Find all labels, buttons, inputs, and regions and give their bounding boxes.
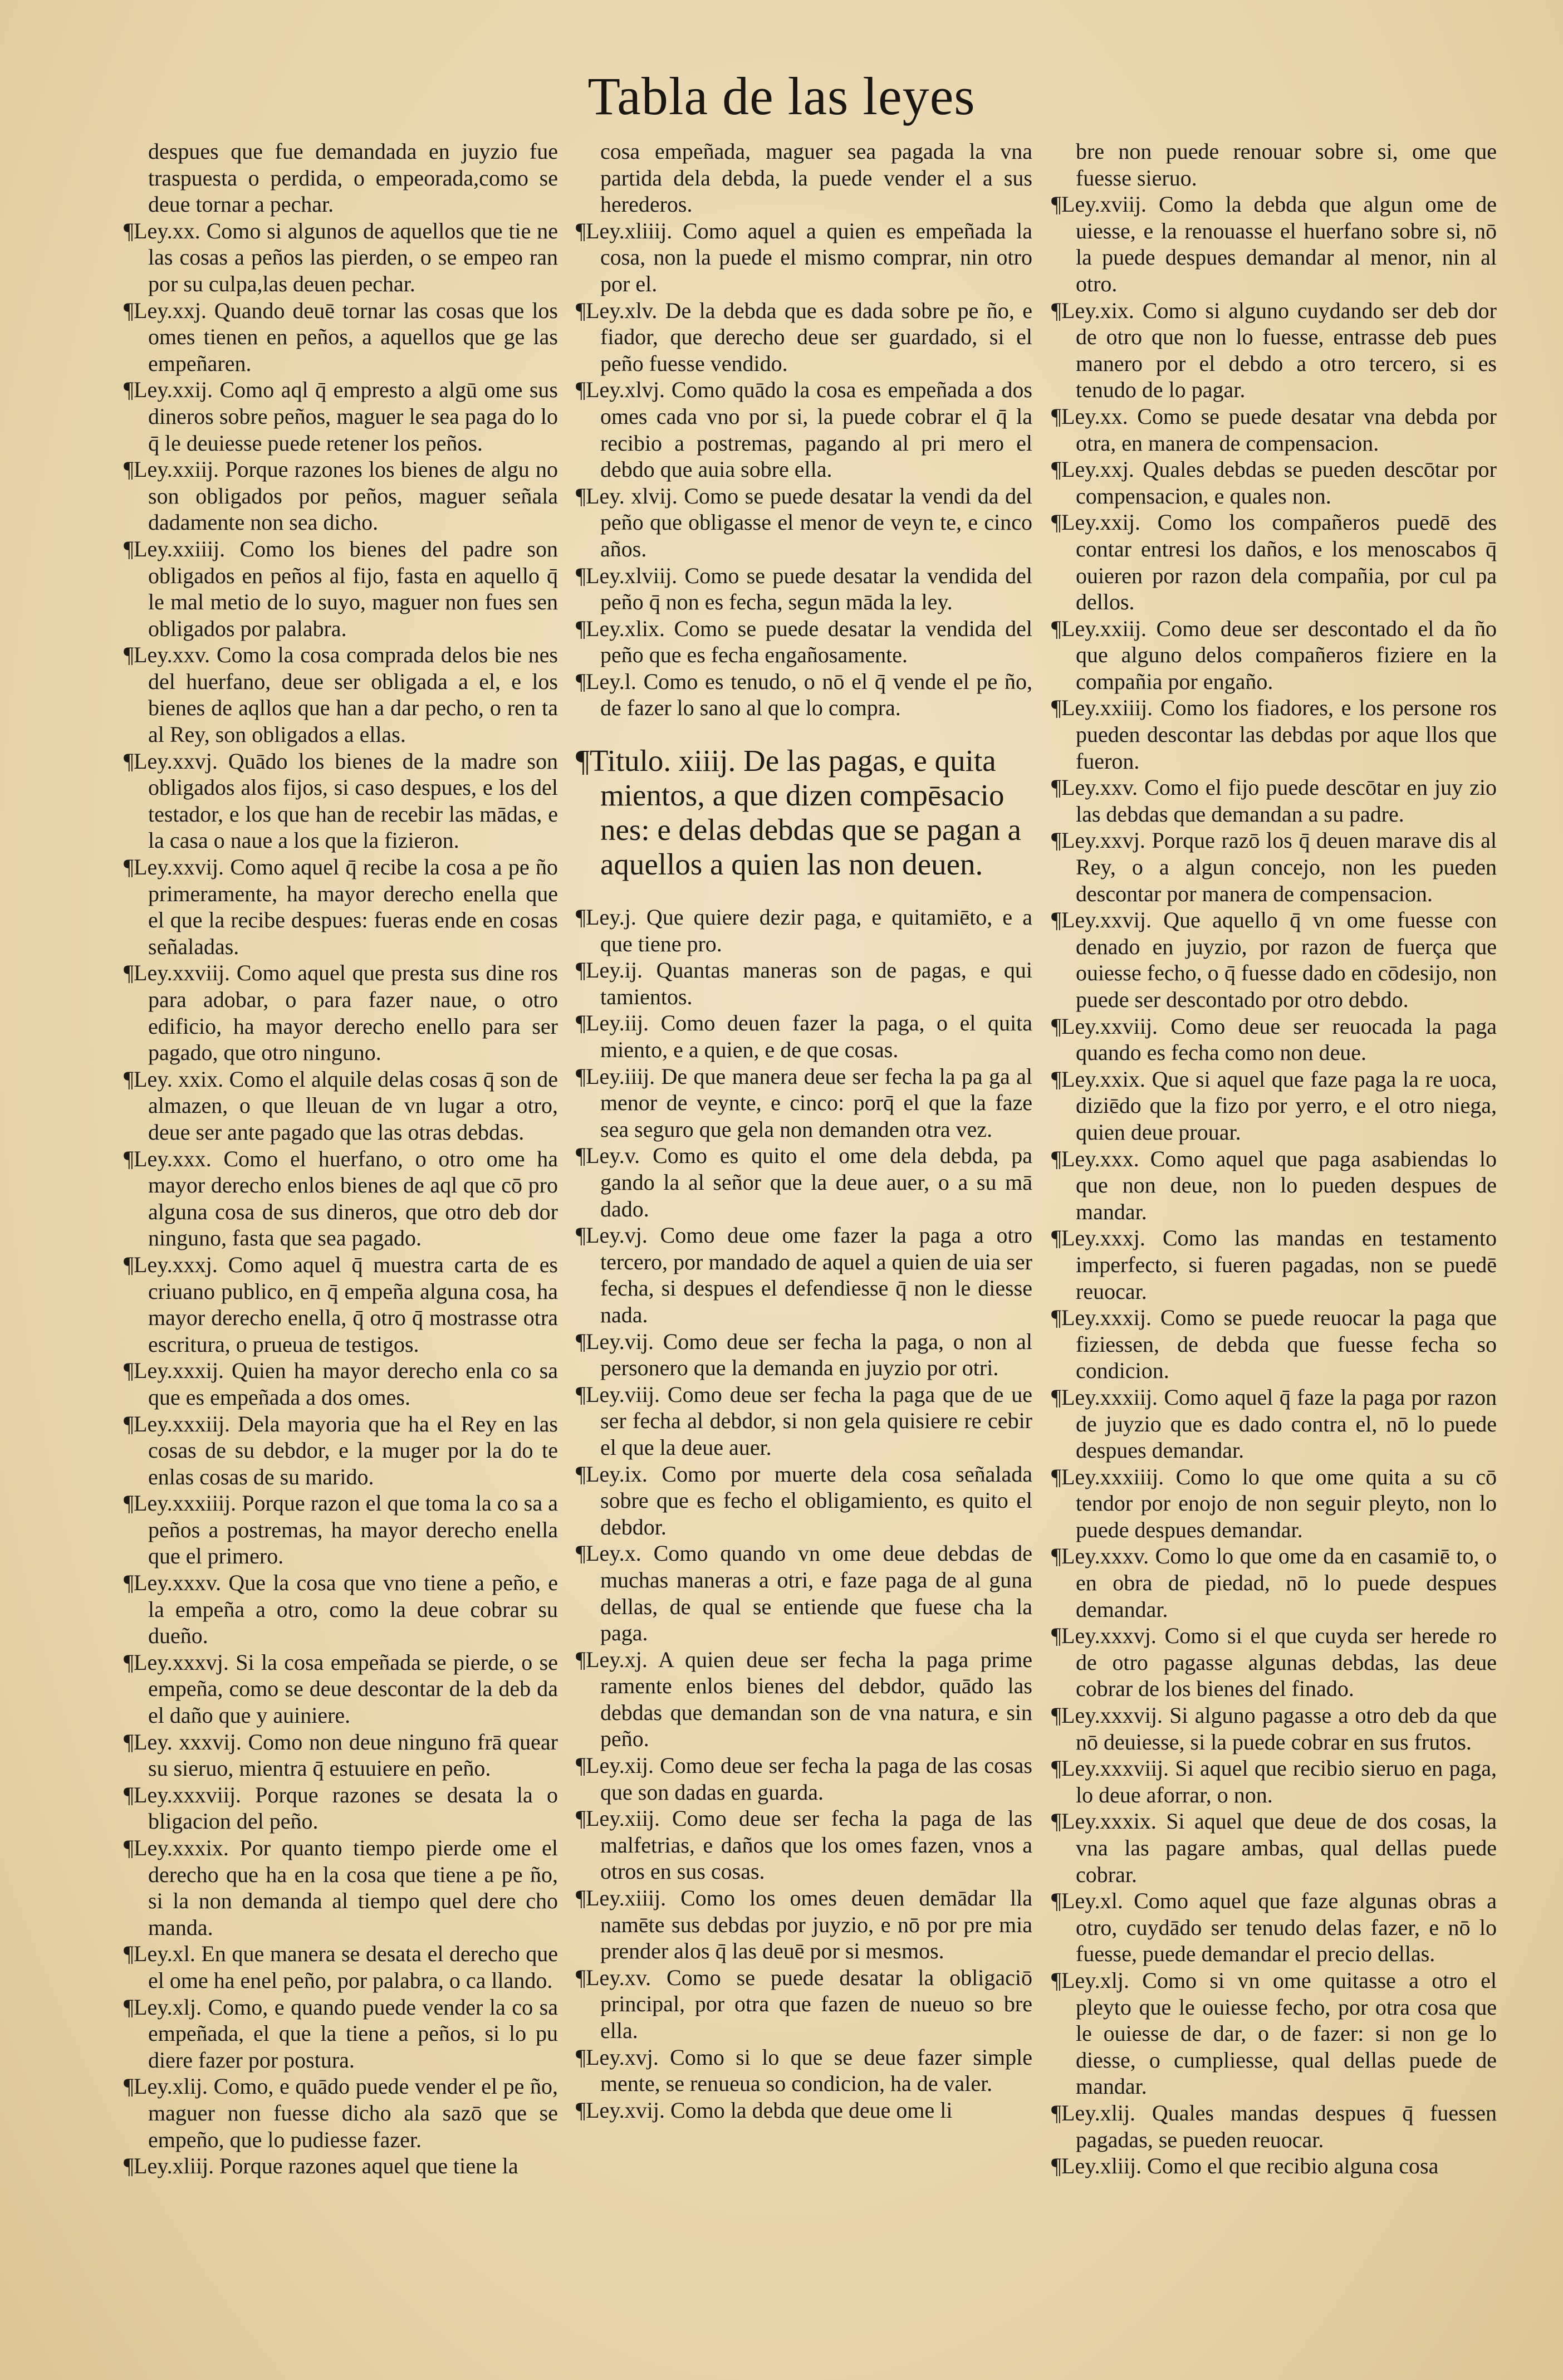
index-entry: ¶Ley.xliij. Porque razones aquel que tiene la <box>124 2153 518 2179</box>
index-entry: ¶Ley.xiij. Como deue ser fecha la paga de las malfetrias, e daños que los omes fazen, vnos a otros en sus cosas. <box>576 1806 1032 1884</box>
section-heading: ¶Titulo. xiiij. De las pagas, e quita mientos, a que dizen compēsacio nes: e delas debdas que se pagan a aquellos a quien las non deuen. <box>576 744 1021 882</box>
index-entry: ¶Ley.xxxviij. Porque razones se desata la o bligacion del peño. <box>124 1782 558 1834</box>
index-entry: ¶Ley.xliij. Como el que recibio alguna cosa <box>1051 2153 1439 2179</box>
index-entry: ¶Ley.xxvij. Como aquel q̄ recibe la cosa a pe ño primeramente, ha mayor derecho enella que el que la recibe despues: fueras ende en cosas señaladas. <box>124 854 558 959</box>
index-entry: ¶Ley.xxxvj. Como si el que cuyda ser herede ro de otro pagasse algunas debdas, las deue cobrar de los bienes del finado. <box>1051 1623 1497 1702</box>
index-entry: ¶Ley.xxvj. Porque razō los q̄ deuen marave dis al Rey, o a algun concejo, non les pueden descontar por manera de compensacion. <box>1051 828 1497 906</box>
index-entry: ¶Ley.xxxiij. Como aquel q̄ faze la paga por razon de juyzio que es dado contra el, nō lo puede despues demandar. <box>1051 1384 1497 1463</box>
index-entry: ¶Ley.xlij. Como, e quādo puede vender el pe ño, maguer non fuesse dicho ala sazō que se empeño, que lo pudiesse fazer. <box>124 2074 558 2152</box>
index-entry: ¶Ley.xxxvj. Si la cosa empeñada se pierde, o se empeña, como se deue descontar de la deb da el daño que y auiniere. <box>124 1649 558 1728</box>
index-entry: ¶Ley. xlvij. Como se puede desatar la vendi da del peño que obligasse el menor de veyn te, e cinco años. <box>576 483 1032 561</box>
index-entry: ¶Ley.vj. Como deue ome fazer la paga a otro tercero, por mandado de aquel a quien de uia ser fecha, si despues el defendiesse q̄ non le diesse nada. <box>576 1223 1032 1327</box>
index-entry: ¶Ley.xxxix. Si aquel que deue de dos cosas, la vna las pagare ambas, qual dellas puede cobrar. <box>1051 1809 1497 1887</box>
index-entry: ¶Ley.xxij. Como aql q̄ empresto a algū ome sus dineros sobre peños, maguer le sea paga do lo q̄ le deuiesse puede retener los peños. <box>124 377 558 456</box>
index-entry: bre non puede renouar sobre si, ome que fuesse sieruo. <box>1076 139 1497 190</box>
index-entry: ¶Ley.xlix. Como se puede desatar la vendida del peño que es fecha engañosamente. <box>576 615 1032 668</box>
index-entry: ¶Ley.xxx. Como el huerfano, o otro ome ha mayor derecho enlos bienes de aql que cō pro alguna cosa de sus dineros, que otro deb dor ninguno, fasta que sea pagado. <box>124 1146 558 1251</box>
index-entry: ¶Ley.xxvij. Que aquello q̄ vn ome fuesse con denado en juyzio, por razon de fuerça que ouiesse fecho, o q̄ fuesse dado en cōdesijo, non puede ser descontado por otro debdo. <box>1051 907 1497 1012</box>
index-entry: ¶Ley.xx. Como si algunos de aquellos que tie ne las cosas a peños las pierden, o se empeo ran por su culpa,las deuen pechar. <box>124 218 558 296</box>
index-entry: ¶Ley.xxxj. Como aquel q̄ muestra carta de es criuano publico, en q̄ empeña alguna cosa, ha mayor derecho enella, q̄ otro q̄ mostrasse otra escritura, o prueua de testigos. <box>124 1252 558 1357</box>
index-entry: ¶Ley. xxxvij. Como non deue ninguno frā quear su sieruo, mientra q̄ estuuiere en peño. <box>124 1729 558 1781</box>
index-entry: ¶Ley.xxxiij. Dela mayoria que ha el Rey en las cosas de su debdor, e la muger por la do te enlas cosas de su marido. <box>124 1411 558 1489</box>
index-entry: ¶Ley.xxj. Quales debdas se pueden descōtar por compensacion, e quales non. <box>1051 457 1497 509</box>
index-entry: ¶Ley.xxiiij. Como los bienes del padre son obligados en peños al fijo, fasta en aquello q̄ le mal metio de lo suyo, maguer non fues sen obligados por palabra. <box>124 536 558 641</box>
index-entry: ¶Ley.xlvj. Como quādo la cosa es empeñada a dos omes cada vno por si, la puede cobrar el q̄ la recibio a postremas, pagando al pri mero el debdo que auia sobre ella. <box>576 377 1032 482</box>
index-entry: ¶Ley.xlij. Quales mandas despues q̄ fuessen pagadas, se pueden reuocar. <box>1051 2100 1497 2152</box>
index-entry: ¶Ley.xlviij. Como se puede desatar la vendida del peño q̄ non es fecha, segun māda la ley. <box>576 563 1032 615</box>
index-entry: ¶Ley.xlj. Como si vn ome quitasse a otro el pleyto que le ouiesse fecho, por otra cosa que le ouiesse de dar, o de fazer: si non ge lo diesse, o cumpliesse, qual dellas puede de mandar. <box>1051 1967 1497 2099</box>
index-entry: cosa empeñada, maguer sea pagada la vna partida dela debda, la puede vender el a sus herederos. <box>600 139 1032 217</box>
index-entry: ¶Ley.xxij. Como los compañeros puedē des contar entresi los daños, e los menoscabos q̄ ouieren por razon dela compañia, por cul pa dellos. <box>1051 510 1497 615</box>
page-title: Tabla de las leyes <box>587 66 976 126</box>
index-entry: ¶Ley.xxxj. Como las mandas en testamento imperfecto, si fueren pagadas, non se puedē reuocar. <box>1051 1225 1497 1304</box>
index-entry: ¶Ley.xiiij. Como los omes deuen demādar lla namēte sus debdas por juyzio, e nō por pre mia prender alos q̄ las deuē por si mesmos. <box>576 1885 1032 1964</box>
index-entry: ¶Ley.xxxvij. Si alguno pagasse a otro deb da que nō deuiesse, si la puede cobrar en sus frutos. <box>1051 1703 1497 1755</box>
index-entry: ¶Ley.xxiij. Porque razones los bienes de algu no son obligados por peños, maguer señala dadamente non sea dicho. <box>124 457 558 535</box>
index-entry: ¶Ley.xliiij. Como aquel a quien es empeñada la cosa, non la puede el mismo comprar, nin otro por el. <box>576 218 1032 296</box>
index-entry: ¶Ley.xxxv. Como lo que ome da en casamiē to, o en obra de piedad, nō lo puede despues demandar. <box>1051 1543 1497 1622</box>
column-left <box>124 138 558 2361</box>
index-entry: ¶Ley.x. Como quando vn ome deue debdas de muchas maneras a otri, e faze paga de al guna dellas, de qual se entiende que fuese cha la paga. <box>576 1541 1032 1646</box>
index-entry: ¶Ley.xl. Como aquel que faze algunas obras a otro, cuydādo ser tenudo delas fazer, e nō lo fuesse, puede demandar el precio dellas. <box>1051 1888 1497 1967</box>
index-entry: ¶Ley.iiij. De que manera deue ser fecha la pa ga al menor de veynte, e cinco: porq̄ el que la faze sea seguro que gela non demanden otra vez. <box>576 1063 1032 1142</box>
index-entry: ¶Ley.ix. Como por muerte dela cosa señalada sobre que es fecho el obligamiento, es quito el debdor. <box>576 1461 1032 1540</box>
index-entry: ¶Ley.xxxiiij. Como lo que ome quita a su cō tendor por enojo de non seguir pleyto, non lo puede despues demandar. <box>1051 1464 1497 1542</box>
index-entry: ¶Ley.xx. Como se puede desatar vna debda por otra, en manera de compensacion. <box>1051 403 1497 456</box>
index-entry: ¶Ley.xj. A quien deue ser fecha la paga prime ramente enlos bienes del debdor, quādo las debdas que demandan son de vna natura, e sin peño. <box>576 1646 1032 1752</box>
index-entry: ¶Ley.xxxij. Como se puede reuocar la paga que fiziessen, de debda que fuesse fecha so condicion. <box>1051 1305 1497 1384</box>
index-entry: ¶Ley.xlv. De la debda que es dada sobre pe ño, e fiador, que derecho deue ser guardado, si el peño fuesse vendido. <box>576 297 1032 376</box>
index-entry: ¶Ley.xxviij. Como aquel que presta sus dine ros para adobar, o para fazer naue, o otro edificio, ha mayor derecho enello para ser pagado, que otro ninguno. <box>124 960 558 1066</box>
index-entry: despues que fue demandada en juyzio fue traspuesta o perdida, o empeorada,como se deue tornar a pechar. <box>148 139 558 217</box>
index-entry: ¶Ley.xxxij. Quien ha mayor derecho enla co sa que es empeñada a dos omes. <box>124 1358 558 1410</box>
index-entry: ¶Ley.l. Como es tenudo, o nō el q̄ vende el pe ño, de fazer lo sano al que lo compra. <box>576 668 1032 721</box>
index-entry: ¶Ley.xxxviij. Si aquel que recibio sieruo en paga, lo deue aforrar, o non. <box>1051 1756 1497 1807</box>
index-entry: ¶Ley.v. Como es quito el ome dela debda, pa gando la al señor que la deue auer, o a su mā dado. <box>576 1143 1032 1221</box>
column-middle-bottom <box>576 904 1032 2123</box>
index-entry: ¶Ley.xxiij. Como deue ser descontado el da ño que alguno delos compañeros fiziere en la compañia por engaño. <box>1051 615 1497 694</box>
index-entry: ¶Ley.xij. Como deue ser fecha la paga de las cosas que son dadas en guarda. <box>576 1753 1032 1805</box>
column-middle-top <box>576 138 1032 721</box>
index-entry: ¶Ley.vij. Como deue ser fecha la paga, o non al personero que la demanda en juyzio por otri. <box>576 1328 1032 1381</box>
index-entry: ¶Ley. xxix. Como el alquile delas cosas q̄ son de almazen, o que lleuan de vn lugar a otro, deue ser ante pagado que las otras debdas. <box>124 1066 558 1145</box>
index-entry: ¶Ley.xxxix. Por quanto tiempo pierde ome el derecho que ha en la cosa que tiene a pe ño, si la non demanda al tiempo quel dere cho manda. <box>124 1835 558 1940</box>
index-entry: ¶Ley.xxj. Quando deuē tornar las cosas que los omes tienen en peños, a aquellos que ge las empeñaren. <box>124 297 558 376</box>
index-entry: ¶Ley.xxv. Como el fijo puede descōtar en juy zio las debdas que demandan a su padre. <box>1051 775 1497 827</box>
index-entry: ¶Ley.ij. Quantas maneras son de pagas, e qui tamientos. <box>576 957 1032 1009</box>
index-entry: ¶Ley.j. Que quiere dezir paga, e quitamiēto, e a que tiene pro. <box>576 905 1032 956</box>
column-middle <box>576 138 1032 2361</box>
index-entry: ¶Ley.xviij. Como la debda que algun ome de uiesse, e la renouasse el huerfano sobre si, nō la puede despues demandar al menor, nin al otro. <box>1051 192 1497 296</box>
index-entry: ¶Ley.xvj. Como si lo que se deue fazer simple mente, se renueua so condicion, ha de valer. <box>576 2044 1032 2096</box>
index-entry: ¶Ley.xl. En que manera se desata el derecho que el ome ha enel peño, por palabra, o ca llando. <box>124 1941 558 1993</box>
index-entry: ¶Ley.xlj. Como, e quando puede vender la co sa empeñada, el que la tiene a peños, si lo pu diere fazer por postura. <box>124 1994 558 2073</box>
index-entry: ¶Ley.xv. Como se puede desatar la obligaciō principal, por otra que fazen de nueuo so bre ella. <box>576 1964 1032 2043</box>
index-entry: ¶Ley.xxiiij. Como los fiadores, e los persone ros pueden descontar las debdas por aque llos que fueron. <box>1051 695 1497 774</box>
index-entry: ¶Ley.xxx. Como aquel que paga asabiendas lo que non deue, non lo pueden despues de mandar. <box>1051 1146 1497 1224</box>
index-entry: ¶Ley.xxxiiij. Porque razon el que toma la co sa a peños a postremas, ha mayor derecho enella que el primero. <box>124 1490 558 1569</box>
index-entry: ¶Ley.xix. Como si alguno cuydando ser deb dor de otro que non lo fuesse, entrasse deb pues manero por el debdo a otro tercero, si es tenudo de lo pagar. <box>1051 297 1497 403</box>
column-right <box>1051 138 1497 2361</box>
index-entry: ¶Ley.xxxv. Que la cosa que vno tiene a peño, e la empeña a otro, como la deue cobrar su dueño. <box>124 1570 558 1649</box>
index-entry: ¶Ley.xxvj. Quādo los bienes de la madre son obligados alos fijos, si caso despues, e los del testador, e los que han de recebir las mādas, e la casa o naue a los que la fizieron. <box>124 748 558 853</box>
index-entry: ¶Ley.xxviij. Como deue ser reuocada la paga quando es fecha como non deue. <box>1051 1013 1497 1066</box>
index-entry: ¶Ley.xvij. Como la debda que deue ome li <box>576 2097 953 2123</box>
index-entry: ¶Ley.xxix. Que si aquel que faze paga la re uoca, diziēdo que la fizo por yerro, e el otro niega, quien deue prouar. <box>1051 1066 1497 1145</box>
index-entry: ¶Ley.viij. Como deue ser fecha la paga que de ue ser fecha al debdor, si non gela quisiere re cebir el que la deue auer. <box>576 1381 1032 1460</box>
index-entry: ¶Ley.xxv. Como la cosa comprada delos bie nes del huerfano, deue ser obligada a el, e los bienes de aqllos que han a dar pecho, o ren ta al Rey, son obligados a ellas. <box>124 642 558 747</box>
index-entry: ¶Ley.iij. Como deuen fazer la paga, o el quita miento, e a quien, e de que cosas. <box>576 1010 1032 1063</box>
